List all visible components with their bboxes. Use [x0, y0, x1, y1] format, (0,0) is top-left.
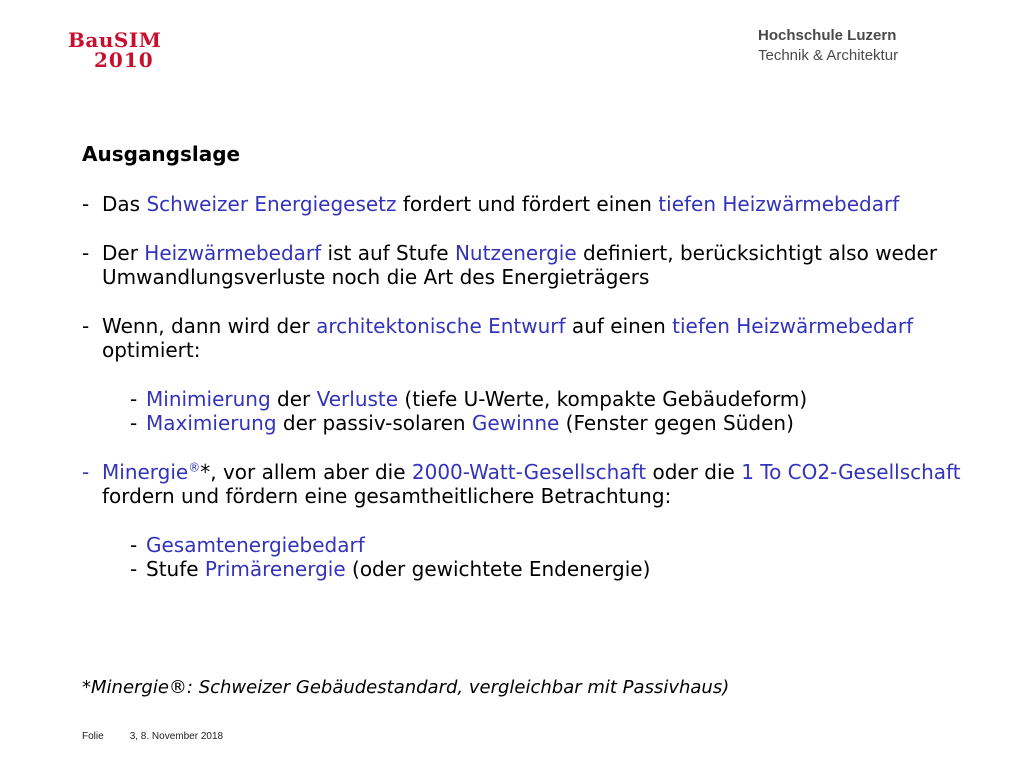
highlight-term: Nutzenergie — [454, 240, 577, 265]
bullet-text: auf einen — [565, 313, 673, 338]
bullet-text: definiert, berücksichtigt also weder Umwandlungsverluste noch die Art des Energieträgers — [102, 240, 938, 289]
highlight-term: Verluste — [316, 386, 399, 411]
highlight-term: Minimierung — [146, 386, 271, 411]
bullet-text: der passiv-solaren — [276, 411, 472, 435]
sub-bullet-total-energy — [102, 533, 982, 558]
bullet-dash: - — [82, 313, 90, 338]
bullet-text: Das — [102, 192, 147, 216]
bullet-text: (Fenster gegen Süden) — [559, 411, 794, 435]
bullet-text: Wenn, dann wird der — [102, 313, 317, 338]
footer-label: Folie — [82, 731, 104, 742]
bullet-dash: - — [82, 459, 90, 484]
highlight-term: Minergie — [102, 459, 189, 484]
highlight-term: Gesamtenergiebedarf — [146, 532, 365, 557]
logo-text-bausim: BauSIM — [68, 28, 162, 52]
highlight-term: architektonische Entwurf — [316, 313, 566, 338]
highlight-term: tiefen Heizwärmebedarf — [658, 192, 900, 216]
sub-bullet-dash: - — [130, 532, 138, 557]
sub-bullet-dash: - — [130, 411, 138, 435]
bullet-text: fordert und fördert einen — [396, 192, 659, 216]
bullet-text: Der — [102, 240, 145, 265]
bullet-text: (tiefe U-Werte, kompakte Gebäudeform) — [398, 386, 808, 411]
bullet-text: der — [270, 386, 317, 411]
bullet-energy-law — [82, 192, 982, 217]
sub-bullet-dash: - — [130, 386, 138, 411]
bullet-dash: - — [82, 192, 90, 216]
registered-mark: ® — [188, 459, 201, 474]
slide-content — [82, 138, 982, 606]
hslu-logo — [758, 26, 958, 66]
bullet-text: * — [200, 459, 211, 484]
bullet-text: fordern und fördern eine gesamtheitlichere Betrachtung: — [102, 484, 672, 508]
bullet-text: , vor allem aber die — [210, 459, 412, 484]
sub-list — [102, 533, 982, 582]
highlight-term: 1 To CO2-Gesellschaft — [741, 459, 961, 484]
highlight-term: Primärenergie — [204, 557, 346, 581]
footnote: *Minergie®: Schweizer Gebäudestandard, vergleichbar mit Passivhaus) — [82, 677, 730, 698]
sub-bullet-minimize-losses — [102, 387, 982, 412]
bausim-2010-logo — [68, 28, 178, 72]
highlight-term: 2000-Watt-Gesellschaft — [411, 459, 647, 484]
highlight-term: Gewinne — [471, 411, 560, 435]
bullet-text: optimiert: — [102, 338, 201, 362]
slide-title: Ausgangslage — [82, 142, 241, 166]
sub-bullet-maximize-gains — [102, 411, 982, 436]
logo-text-year: 2010 — [94, 48, 154, 72]
bullet-dash: - — [82, 240, 90, 265]
highlight-term: Schweizer Energiegesetz — [146, 192, 397, 216]
sub-list — [102, 387, 982, 436]
hslu-logo-name: Hochschule Luzern — [758, 27, 897, 44]
sub-bullet-dash: - — [130, 557, 138, 581]
footer-slide-info: 3, 8. November 2018 — [129, 731, 224, 742]
bullet-text: (oder gewichtete Endenergie) — [345, 557, 651, 581]
highlight-term: tiefen Heizwärmebedarf — [672, 313, 914, 338]
slide-footer — [82, 731, 249, 742]
bullet-text: Stufe — [146, 557, 205, 581]
hslu-logo-department: Technik & Architektur — [758, 47, 899, 64]
bullet-text: ist auf Stufe — [321, 240, 455, 265]
bullet-heat-demand-definition — [82, 241, 982, 290]
highlight-term: Heizwärmebedarf — [144, 240, 322, 265]
bullet-minergie — [82, 460, 982, 582]
bullet-architectural-design — [82, 314, 982, 436]
bullet-text: oder die — [646, 459, 742, 484]
sub-bullet-primary-energy — [102, 557, 982, 582]
highlight-term: Maximierung — [146, 411, 277, 435]
